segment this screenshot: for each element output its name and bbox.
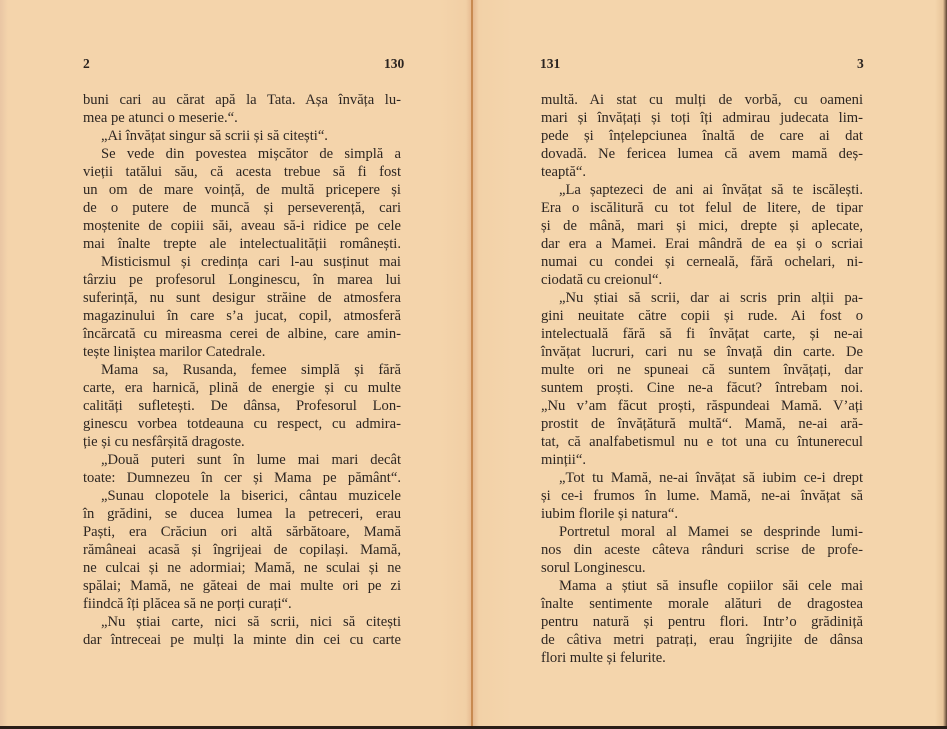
text-line: moștenite de copiii săi, aveau să-i ridice pe cele: [83, 218, 401, 234]
page-body-text: [83, 91, 401, 649]
text-line: Misticismul și credința cari l-au susținut mai: [101, 254, 401, 270]
text-line: toate: Dumnezeu în cer și Mama pe pământ“.: [83, 470, 401, 486]
page-number-outer: 2: [83, 56, 90, 71]
text-line: mari și învățați și toți îți admirau judecata lim-: [541, 110, 863, 126]
text-line: Se vede din povestea mișcător de simplă a: [101, 146, 401, 162]
text-line: și ce-i frumos în lume. Mamă, ne-ai învățat să: [541, 488, 863, 504]
text-line: ginescu vorbea totdeauna cu respect, cu admira-: [83, 416, 401, 432]
text-line: dar era a Mamei. Erai mândră de ea și o scriai: [541, 236, 863, 252]
text-line: în grădini, se ducea lumea la petreceri, erau: [83, 506, 401, 522]
text-line: fiindcă îți plăcea să ne porți curați“.: [83, 596, 292, 612]
text-line: Mama sa, Rusanda, femee simplă și fără: [101, 362, 401, 378]
text-line: tat, că analfabetismul nu e tot una cu întunerecul: [541, 434, 863, 450]
page-number-inner: 131: [540, 56, 561, 71]
text-line: iubim florile și natura“.: [541, 506, 678, 522]
text-line: pentru natură și pentru flori. Intr’o grădiniță: [541, 614, 863, 630]
text-line: dar întreceai pe mulți la minte din cei cu carte: [83, 632, 401, 648]
text-line: buni cari au cărat apă la Tata. Așa învăța lu-: [83, 92, 401, 108]
text-line: magazinului în care s’a jucat, copil, atmosferă: [83, 308, 401, 324]
text-line: „Sunau clopotele la biserici, cântau muzicele: [101, 488, 401, 504]
text-line: „Nu știai să scrii, dar ai scris prin alții pa-: [559, 290, 863, 306]
text-line: „La șaptezeci de ani ai învățat să te iscălești.: [559, 182, 863, 198]
text-line: de o putere de muncă și perseverență, cari: [83, 200, 401, 216]
text-line: prostit de învățătură multă“. Mamă, ne-ai ară-: [541, 416, 863, 432]
text-line: Mama a știut să insufle copiilor săi cele mai: [559, 578, 863, 594]
text-line: pede și înțelepciunea înaltă de care ai dat: [541, 128, 863, 144]
text-line: flori multe și felurite.: [541, 650, 666, 666]
right-page: [473, 0, 947, 726]
text-line: tește liniștea marilor Catedrale.: [83, 344, 266, 360]
text-line: „Nu v’am făcut proști, răspundeai Mamă. V’ați: [541, 398, 863, 414]
text-line: mea pe atunci o meserie.“.: [83, 110, 238, 126]
text-line: de câtiva metri patrați, erau îngrijite de dânsa: [541, 632, 863, 648]
text-line: teaptă“.: [541, 164, 586, 180]
text-line: numai cu condei și cerneală, fără ochelari, ni-: [541, 254, 863, 270]
text-line: târziu pe profesorul Longinescu, în marea lui: [83, 272, 401, 288]
text-line: gini neuitate către copii și rude. Ai fost o: [541, 308, 863, 324]
text-line: „Tot tu Mamă, ne-ai învățat să iubim ce-i drept: [559, 470, 863, 486]
text-line: învățat lucruri, cari nu se învață din carte. De: [541, 344, 863, 360]
text-line: „Nu știai carte, nici să scrii, nici să citești: [101, 614, 401, 630]
text-line: Paști, era Crăciun ori altă sărbătoare, Mamă: [83, 524, 401, 540]
text-line: înalte sentimente morale alături de dragostea: [541, 596, 863, 612]
text-line: suntem proști. Cine ne-a făcut? întrebam noi.: [541, 380, 863, 396]
text-line: multe ori ne spuneai că suntem învățați, dar: [541, 362, 863, 378]
text-line: multă. Ai stat cu mulți de vorbă, cu oameni: [541, 92, 863, 108]
page-number-inner: 130: [384, 56, 405, 71]
text-line: ne culcai și ne adormiai; Mamă, ne sculai și ne: [83, 560, 401, 576]
left-page: [0, 0, 472, 726]
text-line: ție și cu nesfârșită dragoste.: [83, 434, 245, 450]
text-line: și de mână, mari și mici, drepte și aplecate,: [541, 218, 863, 234]
text-line: dovadă. Ne fericea lumea că avem mamă deș-: [541, 146, 863, 162]
text-line: „Ai învățat singur să scrii și să citești“.: [101, 128, 328, 144]
text-line: suferință, nu sunt desigur străine de atmosfera: [83, 290, 401, 306]
text-line: nos din aceste câteva rânduri scrise de profe-: [541, 542, 863, 558]
page-body-text: [541, 91, 863, 667]
text-line: încărcată cu mireasma cerei de albine, care amin-: [83, 326, 401, 342]
text-line: Portretul moral al Mamei se desprinde lumi-: [559, 524, 863, 540]
text-line: rămâneai acasă și îngrijeai de copilași. Mamă,: [83, 542, 401, 558]
text-line: un om de mare voință, de multă pricepere și: [83, 182, 401, 198]
text-line: calități sufletești. De dânsa, Profesorul Lon-: [83, 398, 401, 414]
text-line: sorul Longinescu.: [541, 560, 646, 576]
text-line: vieții tatălui său, că acesta trebue să fi fost: [83, 164, 401, 180]
text-line: intelectuală fără să fi învățat carte, și ne-ai: [541, 326, 863, 342]
text-line: ciodată cu creionul“.: [541, 272, 663, 288]
text-line: spălai; Mamă, ne găteai de mai multe ori pe zi: [83, 578, 401, 594]
text-line: „Două puteri sunt în lume mai mari decât: [101, 452, 401, 468]
text-line: Era o iscălitură cu tot felul de litere, de tipar: [541, 200, 863, 216]
text-line: minții“.: [541, 452, 586, 468]
text-line: mai înalte trepte ale intelectualității românești.: [83, 236, 401, 252]
text-line: carte, era harnică, plină de energie și cu multe: [83, 380, 401, 396]
page-number-outer: 3: [857, 56, 864, 71]
